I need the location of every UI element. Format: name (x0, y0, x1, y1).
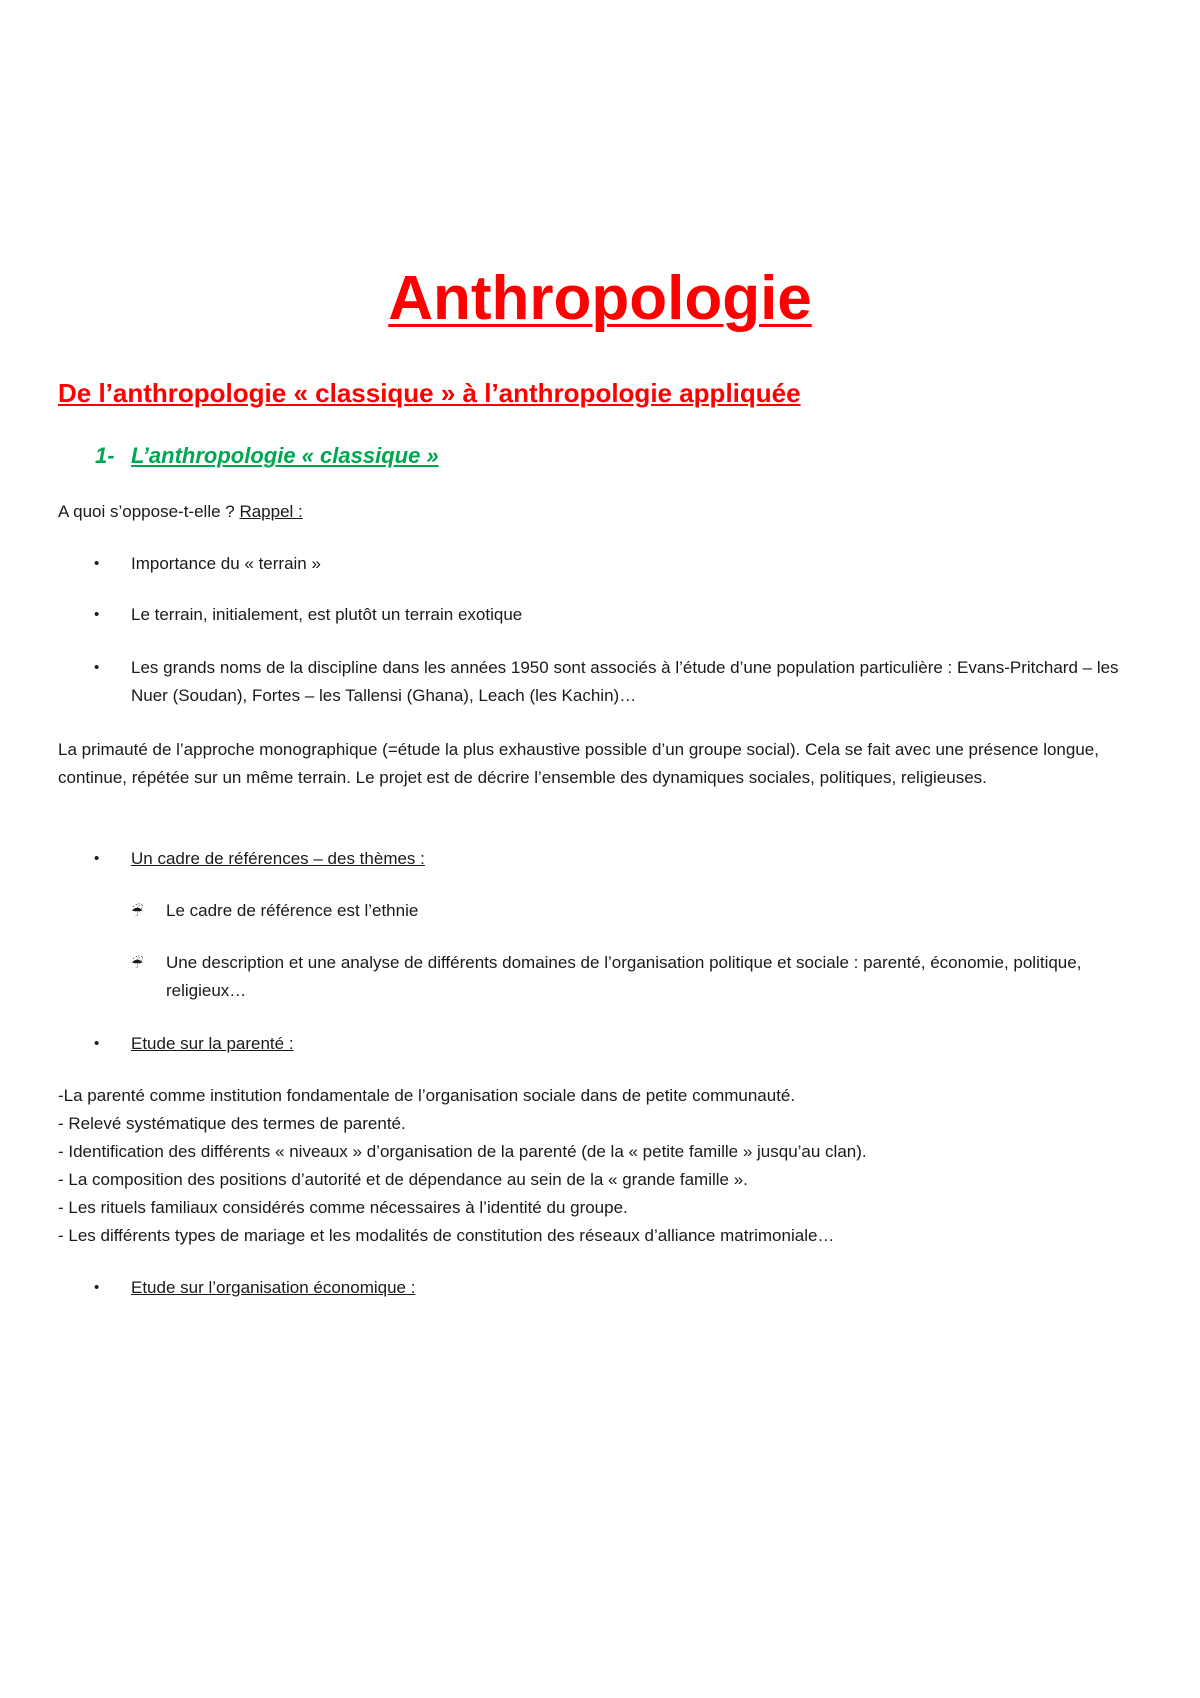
section-heading-1 (95, 444, 439, 468)
list-item: - Identification des différents « niveaux » d’organisation de la parenté (de la « petite famille » jusqu’au clan). (58, 1142, 867, 1161)
list-item: Importance du « terrain » (131, 554, 321, 573)
intro-rappel: Rappel : (239, 502, 303, 521)
bullet-icon: • (94, 606, 100, 623)
list-item: - Relevé systématique des termes de parenté. (58, 1114, 406, 1133)
bullet-icon: • (94, 555, 100, 572)
section-number: 1- (95, 443, 115, 468)
umbrella-icon: ☔ (131, 903, 144, 919)
intro-line (58, 498, 303, 526)
list-item: - Les rituels familiaux considérés comme nécessaires à l’identité du groupe. (58, 1198, 628, 1217)
sub-list-item: Le cadre de référence est l’ethnie (166, 901, 419, 920)
list-item: - La composition des positions d’autorité et de dépendance au sein de la « grande famille ». (58, 1170, 748, 1189)
intro-question: A quoi s’oppose-t-elle ? (58, 502, 240, 521)
document-subtitle: De l’anthropologie « classique » à l’anthropologie appliquée (58, 378, 801, 408)
list-item: Les grands noms de la discipline dans les années 1950 sont associés à l’étude d’une population particulière : Evans-Pritchard – les Nuer (Soudan), Fortes – les Tallensi (Ghana), Leach (les Kachin)… (131, 658, 1119, 705)
umbrella-icon: ☔ (131, 955, 144, 971)
document-title: Anthropologie (388, 264, 812, 333)
bullet-icon: • (94, 659, 100, 676)
list-item: - Les différents types de mariage et les modalités de constitution des réseaux d’alliance matrimoniale… (58, 1226, 835, 1245)
paragraph: La primauté de l’approche monographique (=étude la plus exhaustive possible d’un groupe social). Cela se fait avec une présence longue, continue, répétée sur un même terrain. Le projet est de décrire l’ensemble des dynamiques sociales, politiques, religieuses. (58, 740, 1099, 787)
list-item: -La parenté comme institution fondamentale de l’organisation sociale dans de petite communauté. (58, 1086, 796, 1105)
bullet-icon: • (94, 1035, 100, 1052)
list-item-cadre: Un cadre de références – des thèmes : (131, 849, 425, 868)
list-item-parente: Etude sur la parenté : (131, 1034, 294, 1053)
section-label: L’anthropologie « classique » (131, 443, 439, 468)
list-item-economique: Etude sur l’organisation économique : (131, 1278, 416, 1297)
parente-list (58, 1082, 867, 1250)
sub-list-item: Une description et une analyse de différents domaines de l’organisation politique et sociale : parenté, économie, politique, religieux… (166, 953, 1082, 1000)
bullet-icon: • (94, 1279, 100, 1296)
list-item: Le terrain, initialement, est plutôt un terrain exotique (131, 605, 523, 624)
bullet-icon: • (94, 850, 100, 867)
